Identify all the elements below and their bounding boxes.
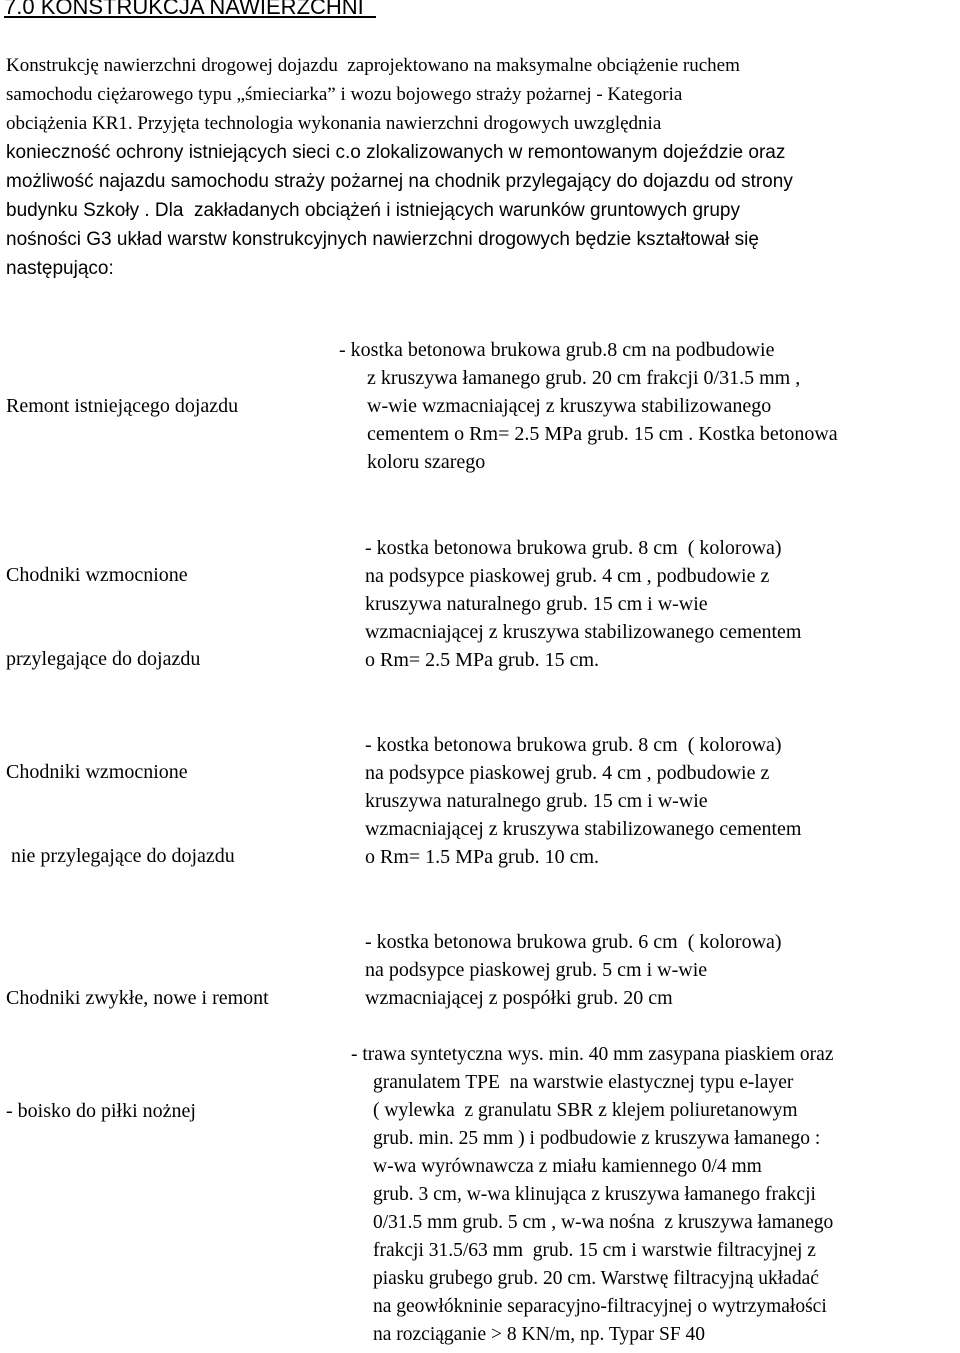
desc-line: - kostka betonowa brukowa grub. 6 cm ( kolorowa) [365,931,782,953]
desc-line: - kostka betonowa brukowa grub. 8 cm ( kolorowa) [365,537,782,559]
section-desc-chodniki-nieprzylegajace [365,731,801,871]
desc-line: grub. 3 cm, w-wa klinująca z kruszywa łamanego frakcji [373,1184,816,1205]
desc-line: na podsypce piaskowej grub. 4 cm , podbudowie z [365,762,770,784]
section-label-chodniki-nieprzylegajace [6,702,235,898]
desc-line: ( wylewka z granulatu SBR z klejem poliuretanowym [373,1100,798,1121]
desc-line: na podsypce piaskowej grub. 4 cm , podbudowie z [365,565,770,587]
desc-line: w-wa wyrównawcza z miału kamiennego 0/4 mm [373,1156,762,1177]
desc-line: kruszywa naturalnego grub. 15 cm i w-wie [365,790,708,812]
label-line: przylegające do dojazdu [6,648,201,670]
intro-line: samochodu ciężarowego typu „śmieciarka” i wozu bojowego straży pożarnej - Kategoria [6,84,683,105]
intro-line: konieczność ochrony istniejących sieci c.o zlokalizowanych w remontowanym dojeździe oraz [6,142,786,163]
desc-line: grub. min. 25 mm ) i podbudowie z kruszywa łamanego : [373,1128,821,1149]
desc-line: na geowłókninie separacyjno-filtracyjnej o wytrzymałości [373,1296,827,1317]
desc-line: o Rm= 2.5 MPa grub. 15 cm. [365,649,600,671]
label-line: nie przylegające do dojazdu [6,845,235,867]
label-line: Remont istniejącego dojazdu [6,395,239,417]
section-desc-chodniki-przylegajace [365,534,801,674]
desc-line: z kruszywa łamanego grub. 20 cm frakcji 0/31.5 mm , [367,367,801,389]
label-line: Chodniki wzmocnione [6,564,188,586]
desc-line: wzmacniającej z kruszywa stabilizowanego cementem [365,818,802,840]
intro-line: następująco: [6,258,114,279]
desc-line: piasku grubego grub. 20 cm. Warstwę filtracyjną układać [373,1268,819,1289]
intro-line: Konstrukcję nawierzchni drogowej dojazdu zaprojektowano na maksymalne obciążenie ruchem [6,55,740,76]
intro-line: budynku Szkoły . Dla zakładanych obciążeń i istniejących warunków gruntowych grupy [6,200,740,221]
section-label-chodniki-zwykle [6,928,269,1040]
desc-line: granulatem TPE na warstwie elastycznej typu e-layer [373,1072,794,1093]
section-heading: 7.0 KONSTRUKCJA NAWIERZCHNI [4,0,377,19]
section-label-boisko [6,1041,196,1153]
desc-line: frakcji 31.5/63 mm grub. 15 cm i warstwie filtracyjnej z [373,1240,816,1261]
section-label-remont-dojazdu [6,336,238,448]
section-label-chodniki-przylegajace [6,505,200,701]
intro-line: nośności G3 układ warstw konstrukcyjnych nawierzchni drogowych będzie kształtował się [6,229,759,250]
desc-line: 0/31.5 mm grub. 5 cm , w-wa nośna z kruszywa łamanego [373,1212,834,1233]
desc-line: - trawa syntetyczna wys. min. 40 mm zasypana piaskiem oraz [351,1044,834,1065]
desc-line: cementem o Rm= 2.5 MPa grub. 15 cm . Kostka betonowa [367,423,838,445]
desc-line: wzmacniającej z kruszywa stabilizowanego cementem [365,621,802,643]
desc-line: - kostka betonowa brukowa grub.8 cm na podbudowie [339,339,775,361]
section-desc-chodniki-zwykle [365,928,782,1012]
desc-line: - kostka betonowa brukowa grub. 8 cm ( kolorowa) [365,734,782,756]
desc-line: na rozciąganie > 8 KN/m, np. Typar SF 40 [373,1324,706,1345]
desc-line: na podsypce piaskowej grub. 5 cm i w-wie [365,959,708,981]
label-line: - boisko do piłki nożnej [6,1100,196,1122]
intro-line: obciążenia KR1. Przyjęta technologia wykonania nawierzchni drogowych uwzględnia [6,113,662,134]
desc-line: koloru szarego [367,451,486,473]
section-desc-remont-dojazdu [339,336,838,476]
desc-line: o Rm= 1.5 MPa grub. 10 cm. [365,846,600,868]
section-desc-boisko [351,1041,833,1349]
label-line: Chodniki wzmocnione [6,761,188,783]
intro-line: możliwość najazdu samochodu straży pożarnej na chodnik przylegający do dojazdu od strony [6,171,793,192]
desc-line: wzmacniającej z pospółki grub. 20 cm [365,987,673,1009]
desc-line: w-wie wzmacniającej z kruszywa stabilizowanego [367,395,772,417]
label-line: Chodniki zwykłe, nowe i remont [6,987,269,1009]
desc-line: kruszywa naturalnego grub. 15 cm i w-wie [365,593,708,615]
intro-paragraph [6,51,793,283]
